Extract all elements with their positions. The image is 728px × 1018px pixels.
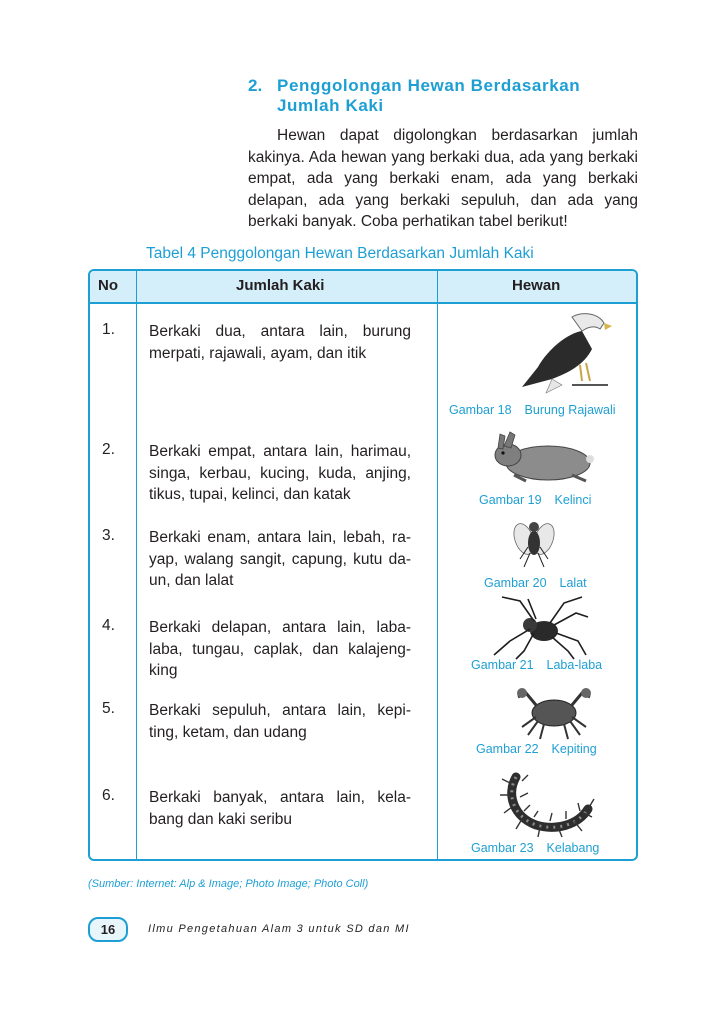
crab-icon — [514, 683, 594, 741]
row-description: Berkaki sepuluh, antara lain, kepi-ting, ketam, dan udang — [149, 702, 411, 741]
fly-icon — [512, 515, 556, 571]
row-number: 3. — [102, 527, 115, 544]
figure-number: Gambar 22 — [476, 742, 539, 756]
row-number: 6. — [102, 787, 115, 804]
row-number: 4. — [102, 617, 115, 634]
column-divider — [437, 271, 438, 859]
table-caption: Tabel 4 Penggolongan Hewan Berdasarkan Jumlah Kaki — [146, 245, 534, 262]
figure-number: Gambar 21 — [471, 658, 534, 672]
spider-icon — [490, 595, 590, 661]
figure-caption — [471, 658, 602, 672]
leg-classification-table — [88, 269, 638, 861]
section-number: 2. — [248, 76, 263, 95]
section-title: Penggolongan Hewan Berdasarkan Jumlah Kaki — [277, 76, 581, 115]
table-header — [90, 271, 636, 304]
figure-name: Burung Rajawali — [524, 403, 616, 417]
figure-name: Kelabang — [546, 841, 600, 855]
row-description: Berkaki enam, antara lain, lebah, ra-yap, walang sangit, capung, kutu da-un, dan lalat — [149, 529, 411, 589]
figure-caption — [479, 493, 591, 507]
figure-number: Gambar 18 — [449, 403, 512, 417]
figure-number: Gambar 23 — [471, 841, 534, 855]
figure-name: Kelinci — [554, 493, 592, 507]
header-legs: Jumlah Kaki — [236, 277, 325, 294]
intro-paragraph: Hewan dapat digolongkan berdasarkan jumlah kakinya. Ada hewan yang berkaki dua, ada yang berkaki empat, ada yang berkaki enam, ada yang berkaki delapan, ada yang berkaki sepuluh, dan ada yang berkaki banyak. Coba perhatikan tabel berikut! — [248, 127, 638, 230]
row-description: Berkaki banyak, antara lain, kela-bang dan kaki seribu — [149, 789, 411, 828]
figure-name: Laba-laba — [546, 658, 603, 672]
rabbit-icon — [484, 431, 604, 487]
figure-name: Lalat — [559, 576, 587, 590]
row-number: 1. — [102, 321, 115, 338]
figure-caption — [476, 742, 597, 756]
figure-caption — [484, 576, 587, 590]
figure-caption — [471, 841, 599, 855]
row-description: Berkaki empat, antara lain, harimau, singa, kerbau, kucing, kuda, anjing, tikus, tupai, kelinci, dan katak — [149, 443, 411, 503]
row-number: 2. — [102, 441, 115, 458]
figure-caption — [449, 403, 616, 417]
figure-number: Gambar 19 — [479, 493, 542, 507]
header-animal: Hewan — [512, 277, 561, 294]
header-no: No — [98, 277, 118, 294]
row-number: 5. — [102, 700, 115, 717]
centipede-icon — [500, 765, 596, 841]
eagle-icon — [512, 309, 630, 403]
row-description: Berkaki dua, antara lain, burung merpati, rajawali, ayam, dan itik — [149, 323, 411, 362]
figure-name: Kepiting — [551, 742, 597, 756]
page-number: 16 — [88, 917, 128, 942]
book-title: Ilmu Pengetahuan Alam 3 untuk SD dan MI — [148, 923, 410, 935]
figure-number: Gambar 20 — [484, 576, 547, 590]
column-divider — [136, 271, 137, 859]
row-description: Berkaki delapan, antara lain, laba-laba, tungau, caplak, dan kalajeng-king — [149, 619, 411, 679]
image-source-note: (Sumber: Internet: Alp & Image; Photo Image; Photo Coll) — [88, 878, 369, 890]
